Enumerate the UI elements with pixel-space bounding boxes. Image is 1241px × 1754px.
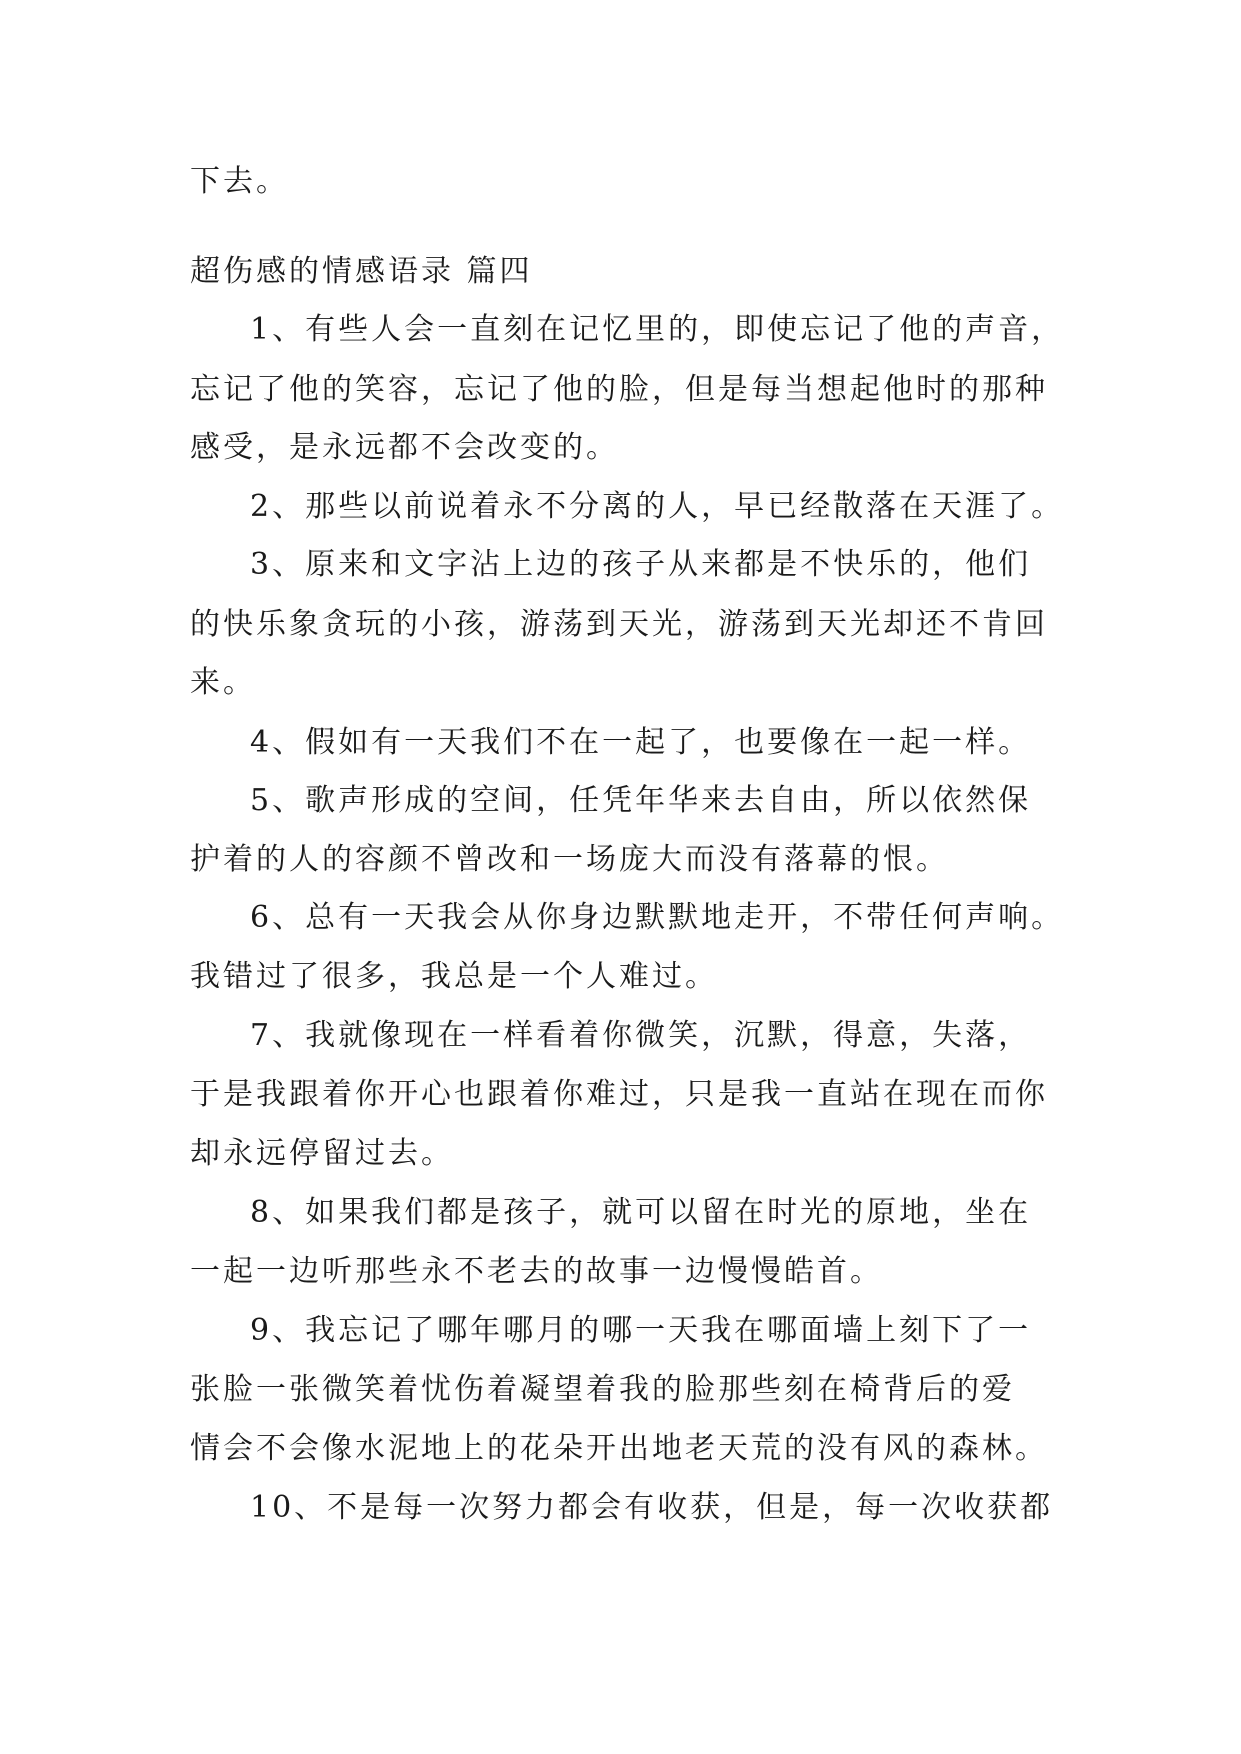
quote-4-line-1: 4、假如有一天我们不在一起了，也要像在一起一样。 (250, 725, 1032, 760)
section-heading: 超伤感的情感语录 篇四 (190, 254, 533, 289)
quote-6-line-2: 我错过了很多，我总是一个人难过。 (190, 959, 718, 994)
quote-2-line-1: 2、那些以前说着永不分离的人，早已经散落在天涯了。 (250, 489, 1065, 524)
quote-5-line-2: 护着的人的容颜不曾改和一场庞大而没有落幕的恨。 (190, 842, 949, 877)
quote-8-line-2: 一起一边听那些永不老去的故事一边慢慢皓首。 (190, 1254, 883, 1289)
quote-8-line-1: 8、如果我们都是孩子，就可以留在时光的原地，坐在 (250, 1195, 1032, 1230)
quote-3-line-3: 来。 (190, 665, 256, 700)
quote-9-line-2: 张脸一张微笑着忧伤着凝望着我的脸那些刻在椅背后的爱 (190, 1372, 1015, 1407)
quote-3-line-2: 的快乐象贪玩的小孩，游荡到天光，游荡到天光却还不肯回 (190, 607, 1048, 642)
quote-7-line-2: 于是我跟着你开心也跟着你难过，只是我一直站在现在而你 (190, 1077, 1048, 1112)
quote-9-line-3: 情会不会像水泥地上的花朵开出地老天荒的没有风的森林。 (190, 1431, 1048, 1466)
quote-3-line-1: 3、原来和文字沾上边的孩子从来都是不快乐的，他们 (250, 547, 1032, 582)
quote-1-line-1: 1、有些人会一直刻在记忆里的，即使忘记了他的声音， (250, 312, 1065, 347)
quote-9-line-1: 9、我忘记了哪年哪月的哪一天我在哪面墙上刻下了一 (250, 1313, 1032, 1348)
quote-5-line-1: 5、歌声形成的空间，任凭年华来去自由，所以依然保 (250, 783, 1032, 818)
quote-7-line-1: 7、我就像现在一样看着你微笑，沉默，得意，失落， (250, 1018, 1032, 1053)
quote-7-line-3: 却永远停留过去。 (190, 1136, 454, 1171)
text-line-continuation: 下去。 (190, 164, 289, 199)
quote-1-line-2: 忘记了他的笑容，忘记了他的脸，但是每当想起他时的那种 (190, 372, 1048, 407)
quote-1-line-3: 感受，是永远都不会改变的。 (190, 430, 619, 465)
quote-6-line-1: 6、总有一天我会从你身边默默地走开，不带任何声响。 (250, 900, 1065, 935)
quote-10-line-1: 10、不是每一次努力都会有收获，但是，每一次收获都 (250, 1490, 1054, 1525)
